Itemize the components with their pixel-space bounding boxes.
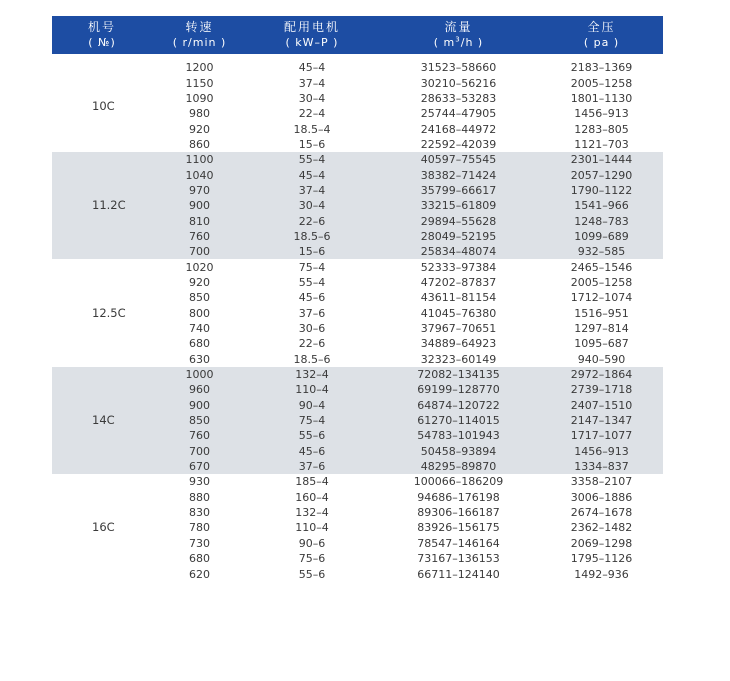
- pressure-cell: 2465–1546: [570, 260, 633, 274]
- speed-cell: 880: [189, 490, 210, 504]
- model-cell: 12.5C: [92, 305, 126, 320]
- speed-cell: 1040: [152, 167, 247, 182]
- speed-cell: 740: [189, 322, 210, 336]
- flow-cell: 22592–42039: [420, 137, 497, 151]
- model-group: [52, 259, 663, 366]
- pressure-cell: 1297–814: [574, 322, 629, 336]
- model-cell: 11.2C: [52, 152, 152, 259]
- speed-cell: 700: [152, 244, 247, 259]
- header-flow: 流量 ( $m^3/h$ ): [377, 16, 540, 54]
- flow-cell: 34889–64923: [420, 337, 497, 351]
- motor-cell: 55–6: [247, 428, 377, 443]
- pressure-cell: 2057–1290: [540, 167, 663, 182]
- pressure-cell: 1099–689: [540, 229, 663, 244]
- motor-cell: 15–6: [298, 137, 326, 151]
- flow-cell: 41045–76380: [420, 306, 497, 320]
- flow-cell: 30210–56216: [420, 76, 497, 90]
- speed-cell: 700: [152, 444, 247, 459]
- header-pressure: 全压 ( pa ): [540, 16, 663, 54]
- fan-spec-sheet: [52, 16, 663, 582]
- speed-cell: 1150: [185, 76, 214, 90]
- speed-cell: 760: [152, 229, 247, 244]
- speed-cell: 1020: [185, 260, 214, 274]
- speed-cell: 1000: [152, 367, 247, 382]
- pressure-cell: 2407–1510: [540, 398, 663, 413]
- pressure-cell: 1456–913: [540, 444, 663, 459]
- flow-cell: 29894–55628: [377, 213, 540, 228]
- pressure-cell: 940–590: [577, 352, 626, 366]
- motor-cell: 15–6: [247, 244, 377, 259]
- speed-cell: 780: [189, 521, 210, 535]
- speed-cell: 960: [152, 382, 247, 397]
- speed-cell: 730: [189, 536, 210, 550]
- fan-spec-table: [52, 16, 663, 582]
- flow-cell: 31523–58660: [420, 61, 497, 75]
- motor-cell: 75–4: [247, 413, 377, 428]
- flow-cell: 94686–176198: [417, 490, 500, 504]
- speed-cell: 920: [189, 275, 210, 289]
- model-group: [52, 367, 663, 474]
- pressure-cell: 1801–1130: [570, 91, 633, 105]
- pressure-cell: 1795–1126: [570, 552, 633, 566]
- flow-cell: 83926–156175: [417, 521, 500, 535]
- motor-cell: 22–4: [298, 107, 326, 121]
- speed-cell: 1200: [185, 61, 214, 75]
- pressure-cell: 1456–913: [574, 107, 629, 121]
- flow-cell: 54783–101943: [377, 428, 540, 443]
- pressure-cell: 2972–1864: [540, 367, 663, 382]
- flow-cell: 78547–146164: [417, 536, 500, 550]
- flow-cell: 37967–70651: [420, 322, 497, 336]
- speed-cell: 900: [152, 398, 247, 413]
- flow-cell: 69199–128770: [377, 382, 540, 397]
- flow-cell: 89306–166187: [417, 506, 500, 520]
- motor-cell: 30–4: [247, 198, 377, 213]
- speed-cell: 630: [189, 352, 210, 366]
- flow-cell: 28049–52195: [377, 229, 540, 244]
- motor-cell: 45–4: [298, 61, 326, 75]
- model-group: [52, 152, 663, 259]
- motor-cell: 75–6: [298, 552, 326, 566]
- speed-cell: 1090: [185, 91, 214, 105]
- motor-cell: 18.5–6: [293, 352, 331, 366]
- model-group: [52, 474, 663, 581]
- table-row: [52, 474, 663, 489]
- speed-cell: 830: [189, 506, 210, 520]
- speed-cell: 980: [189, 107, 210, 121]
- speed-cell: 850: [189, 291, 210, 305]
- pressure-cell: 2069–1298: [570, 536, 633, 550]
- flow-cell: 100066–186209: [413, 475, 504, 489]
- model-cell: 14C: [52, 367, 152, 474]
- motor-cell: 110–4: [247, 382, 377, 397]
- pressure-cell: 932–585: [540, 244, 663, 259]
- motor-cell: 110–4: [295, 521, 329, 535]
- speed-cell: 930: [189, 475, 210, 489]
- flow-cell: 25834–48074: [377, 244, 540, 259]
- motor-cell: 185–4: [295, 475, 329, 489]
- flow-cell: 52333–97384: [420, 260, 497, 274]
- motor-cell: 37–6: [298, 306, 326, 320]
- flow-cell: 32323–60149: [420, 352, 497, 366]
- speed-cell: 680: [189, 552, 210, 566]
- table-row: [52, 152, 663, 167]
- pressure-cell: 1248–783: [540, 213, 663, 228]
- motor-cell: 55–6: [298, 567, 326, 581]
- header-model: 机号 ( №): [52, 16, 152, 54]
- flow-cell: 40597–75545: [377, 152, 540, 167]
- motor-cell: 75–4: [298, 260, 326, 274]
- flow-cell: 43611–81154: [420, 291, 497, 305]
- motor-cell: 37–4: [247, 183, 377, 198]
- flow-cell: 25744–47905: [420, 107, 497, 121]
- flow-cell: 35799–66617: [377, 183, 540, 198]
- motor-cell: 45–4: [247, 167, 377, 182]
- pressure-cell: 2183–1369: [570, 61, 633, 75]
- motor-cell: 55–4: [247, 152, 377, 167]
- speed-cell: 620: [189, 567, 210, 581]
- table-row: [52, 367, 663, 382]
- flow-cell: 38382–71424: [377, 167, 540, 182]
- motor-cell: 30–4: [298, 91, 326, 105]
- flow-cell: 50458–93894: [377, 444, 540, 459]
- motor-cell: 18.5–4: [293, 122, 331, 136]
- model-group: [52, 60, 663, 152]
- pressure-cell: 2739–1718: [540, 382, 663, 397]
- pressure-cell: 1541–966: [540, 198, 663, 213]
- motor-cell: 132–4: [247, 367, 377, 382]
- motor-cell: 22–6: [247, 213, 377, 228]
- pressure-cell: 1492–936: [574, 567, 629, 581]
- flow-cell: 48295–89870: [377, 459, 540, 474]
- pressure-cell: 2147–1347: [540, 413, 663, 428]
- pressure-cell: 2362–1482: [570, 521, 633, 535]
- pressure-cell: 1790–1122: [540, 183, 663, 198]
- motor-cell: 45–6: [298, 291, 326, 305]
- speed-cell: 900: [152, 198, 247, 213]
- table-header: [52, 16, 663, 60]
- speed-cell: 680: [189, 337, 210, 351]
- model-cell: 10C: [92, 98, 115, 113]
- pressure-cell: 1334–837: [540, 459, 663, 474]
- pressure-cell: 1283–805: [574, 122, 629, 136]
- speed-cell: 670: [152, 459, 247, 474]
- flow-cell: 28633–53283: [420, 91, 497, 105]
- motor-cell: 45–6: [247, 444, 377, 459]
- motor-cell: 37–6: [247, 459, 377, 474]
- pressure-cell: 1516–951: [574, 306, 629, 320]
- motor-cell: 30–6: [298, 322, 326, 336]
- flow-cell: 66711–124140: [417, 567, 500, 581]
- flow-cell: 64874–120722: [377, 398, 540, 413]
- speed-cell: 970: [152, 183, 247, 198]
- pressure-cell: 2674–1678: [570, 506, 633, 520]
- pressure-cell: 2301–1444: [540, 152, 663, 167]
- motor-cell: 90–4: [247, 398, 377, 413]
- speed-cell: 860: [189, 137, 210, 151]
- motor-cell: 55–4: [298, 275, 326, 289]
- speed-cell: 810: [152, 213, 247, 228]
- header-motor: 配用电机 ( kW–P ): [247, 16, 377, 54]
- motor-cell: 90–6: [298, 536, 326, 550]
- speed-cell: 850: [152, 413, 247, 428]
- flow-cell: 72082–134135: [377, 367, 540, 382]
- speed-cell: 920: [189, 122, 210, 136]
- pressure-cell: 1121–703: [574, 137, 629, 151]
- pressure-cell: 1717–1077: [540, 428, 663, 443]
- pressure-cell: 2005–1258: [570, 76, 633, 90]
- motor-cell: 132–4: [295, 506, 329, 520]
- motor-cell: 18.5–6: [247, 229, 377, 244]
- pressure-cell: 1095–687: [574, 337, 629, 351]
- speed-cell: 1100: [152, 152, 247, 167]
- flow-cell: 33215–61809: [377, 198, 540, 213]
- flow-cell: 24168–44972: [420, 122, 497, 136]
- table-row: [52, 259, 663, 274]
- table-row: [52, 60, 663, 75]
- pressure-cell: 3006–1886: [570, 490, 633, 504]
- pressure-cell: 1712–1074: [570, 291, 633, 305]
- speed-cell: 760: [152, 428, 247, 443]
- flow-cell: 47202–87837: [420, 275, 497, 289]
- flow-cell: 61270–114015: [377, 413, 540, 428]
- motor-cell: 22–6: [298, 337, 326, 351]
- header-speed: 转速 ( r/min ): [152, 16, 247, 54]
- pressure-cell: 2005–1258: [570, 275, 633, 289]
- flow-cell: 73167–136153: [417, 552, 500, 566]
- motor-cell: 37–4: [298, 76, 326, 90]
- pressure-cell: 3358–2107: [570, 475, 633, 489]
- speed-cell: 800: [189, 306, 210, 320]
- model-cell: 16C: [92, 520, 115, 535]
- motor-cell: 160–4: [295, 490, 329, 504]
